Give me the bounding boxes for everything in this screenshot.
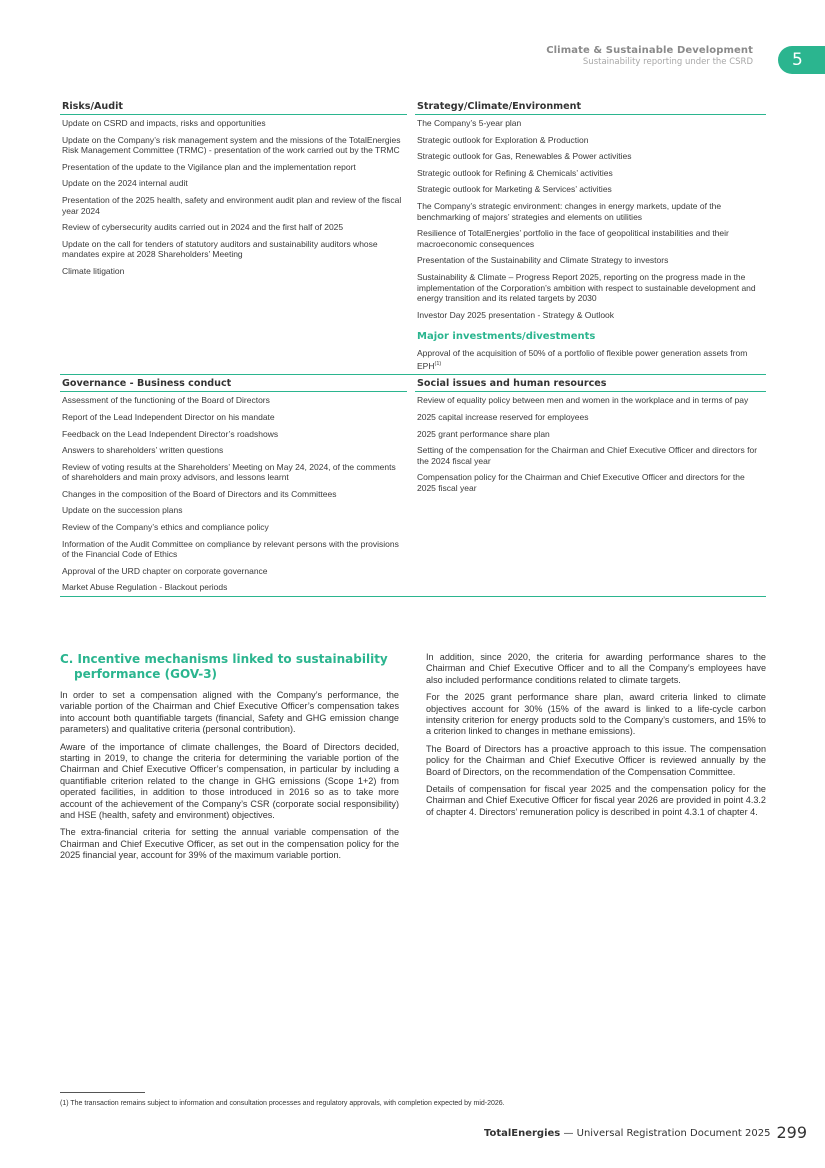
footnote-ref: (1) bbox=[434, 360, 442, 367]
investments-item bbox=[415, 345, 766, 374]
strategy-list bbox=[415, 115, 766, 323]
governance-heading: Governance - Business conduct bbox=[60, 375, 407, 392]
table-section-2 bbox=[60, 374, 766, 597]
table-item: Presentation of the Sustainability and Climate Strategy to investors bbox=[417, 255, 669, 266]
header-title: Climate & Sustainable Development bbox=[546, 45, 753, 56]
table-item: Information of the Audit Committee on compliance by relevant persons with the provisions of the Financial Code of Ethics bbox=[62, 538, 399, 560]
header-subtitle: Sustainability reporting under the CSRD bbox=[582, 57, 753, 67]
table-item: Review of cybersecurity audits carried out in 2024 and the first half of 2025 bbox=[62, 222, 344, 233]
table-section-1 bbox=[60, 98, 766, 374]
table-item: Strategic outlook for Marketing & Services’ activities bbox=[417, 184, 612, 195]
table-item: Investor Day 2025 presentation - Strategy & Outlook bbox=[417, 309, 615, 320]
page-header bbox=[546, 45, 753, 67]
social-heading: Social issues and human resources bbox=[415, 375, 766, 392]
risks-audit-list bbox=[60, 115, 407, 280]
table-item: The Company’s strategic environment: changes in energy markets, update of the benchmarking of majors’ strategies and elements on utilities bbox=[417, 200, 722, 222]
footer-doc: — Universal Registration Document 2025 bbox=[560, 1128, 771, 1139]
table-item: Climate litigation bbox=[62, 265, 125, 276]
table-item: 2025 capital increase reserved for employees bbox=[417, 411, 589, 422]
table-item: Update on the 2024 internal audit bbox=[62, 178, 188, 189]
table-item: Update on the succession plans bbox=[62, 505, 183, 516]
table-item: Strategic outlook for Refining & Chemicals’ activities bbox=[417, 167, 613, 178]
chapter-tab: 5 bbox=[778, 46, 825, 74]
risks-audit-heading: Risks/Audit bbox=[60, 98, 407, 115]
table-item: Presentation of the update to the Vigilance plan and the implementation report bbox=[62, 161, 356, 172]
investments-item-text: Approval of the acquisition of 50% of a portfolio of flexible power generation assets from EPH bbox=[417, 348, 748, 371]
body-right-column bbox=[426, 652, 766, 824]
governance-list bbox=[60, 392, 407, 596]
table-item: Setting of the compensation for the Chairman and Chief Executive Officer and directors for the 2024 fiscal year bbox=[417, 445, 758, 466]
table-item: Strategic outlook for Gas, Renewables & Power activities bbox=[417, 151, 632, 162]
strategy-column bbox=[413, 98, 766, 374]
table-item: Strategic outlook for Exploration & Production bbox=[417, 134, 589, 145]
body-left-column bbox=[60, 652, 399, 868]
footnote-divider bbox=[60, 1092, 145, 1093]
table-item: Update on the Company’s risk management system and the missions of the TotalEnergies Risk Management Committee (TRMC) - presentation of the work carried out by the TRMC bbox=[62, 134, 401, 156]
paragraph: In addition, since 2020, the criteria for awarding performance shares to the Chairman and Chief Executive Officer and to all the Company’s employees have also included performance conditions related to climate targets. bbox=[426, 652, 766, 685]
section-title: C. Incentive mechanisms linked to sustainability performance (GOV-3) bbox=[60, 652, 388, 681]
strategy-heading: Strategy/Climate/Environment bbox=[415, 98, 766, 115]
table-item: Approval of the URD chapter on corporate governance bbox=[62, 565, 268, 576]
paragraph: Aware of the importance of climate challenges, the Board of Directors decided, starting in 2019, to change the criteria for determining the variable portion of the Chairman and Chief Executive Officer’s compensation, in particular by including a quantifiable criterion related to the change in GHG emissions (Scope 1+2) from operated facilities, in addition to those introduced in 2016 so as to take more account of the achievement of the Company’s CSR (corporate social responsibility) and HSE (health, safety and environment) objectives. bbox=[60, 741, 399, 821]
table-item: Feedback on the Lead Independent Director’s roadshows bbox=[62, 428, 279, 439]
paragraph: The Board of Directors has a proactive approach to this issue. The compensation policy for the Chairman and Chief Executive Officer is reviewed annually by the Board of Directors, on the recommendation of the Compensation Committee. bbox=[426, 743, 766, 777]
table-item: Presentation of the 2025 health, safety and environment audit plan and review of the fiscal year 2024 bbox=[62, 194, 402, 216]
table-item: Resilience of TotalEnergies’ portfolio in the face of geopolitical instabilities and their macroeconomic consequences bbox=[417, 228, 729, 249]
social-list bbox=[415, 392, 766, 496]
table-item: The Company’s 5-year plan bbox=[417, 118, 522, 128]
table-item: Market Abuse Regulation - Blackout periods bbox=[62, 582, 228, 593]
table-item: Review of equality policy between men and women in the workplace and in terms of pay bbox=[417, 395, 749, 406]
footnote: (1) The transaction remains subject to information and consultation processes and regulatory approvals, with completion expected by mid-2026. bbox=[60, 1100, 505, 1107]
left-paragraphs bbox=[60, 690, 399, 862]
right-paragraphs bbox=[426, 652, 766, 818]
social-column bbox=[413, 375, 766, 596]
paragraph: In order to set a compensation aligned with the Company’s performance, the variable portion of the Chairman and Chief Executive Officer’s compensation takes into account both quantifiable targets (financial, Safety and GHG emission change parameters) and qualitative criteria (personal contribution). bbox=[60, 690, 399, 735]
table-item: Review of the Company’s ethics and compliance policy bbox=[62, 522, 269, 533]
paragraph: Details of compensation for fiscal year 2025 and the compensation policy for the Chairman and Chief Executive Officer for fiscal year 2026 are provided in point 4.3.2 of chapter 4. Directors’ remuneration policy is described in point 4.3.1 of chapter 4. bbox=[426, 784, 766, 817]
table-item: Report of the Lead Independent Director on his mandate bbox=[62, 411, 275, 422]
table-item: Answers to shareholders’ written questions bbox=[62, 445, 224, 456]
footer-company: TotalEnergies bbox=[483, 1128, 561, 1139]
table-item: Changes in the composition of the Board of Directors and its Committees bbox=[62, 488, 337, 499]
table-item: Sustainability & Climate – Progress Report 2025, reporting on the progress made in the implementation of the Corporation’s ambition with respect to sustainable development and energy transition and its related targets by 2030 bbox=[417, 271, 756, 304]
board-work-table bbox=[60, 98, 766, 597]
risks-audit-column bbox=[60, 98, 413, 374]
page-number: 299 bbox=[776, 1123, 807, 1142]
table-item: Assessment of the functioning of the Board of Directors bbox=[62, 395, 270, 406]
investments-heading: Major investments/divestments bbox=[417, 331, 596, 343]
page-footer bbox=[484, 1123, 807, 1142]
table-item: 2025 grant performance share plan bbox=[417, 428, 550, 439]
paragraph: The extra-financial criteria for setting the annual variable compensation of the Chairman and Chief Executive Officer, as set out in the compensation policy for the 2025 financial year, account for 39% of the maximum variable portion. bbox=[60, 827, 399, 861]
governance-column bbox=[60, 375, 413, 596]
table-item: Review of voting results at the Shareholders’ Meeting on May 24, 2024, of the comments of shareholders and main proxy advisors, and lessons learnt bbox=[62, 461, 396, 483]
table-item: Compensation policy for the Chairman and Chief Executive Officer and directors for the 2025 fiscal year bbox=[417, 472, 745, 493]
table-item: Update on the call for tenders of statutory auditors and sustainability auditors whose mandates expire at 2028 Shareholders’ Meeting bbox=[62, 238, 378, 260]
paragraph: For the 2025 grant performance share plan, award criteria linked to climate objectives account for 30% (15% of the award is linked to a life-cycle carbon intensity criterion for energy products sold to the Company’s customers, and 15% to a criterion linked to changes in methane emissions). bbox=[426, 692, 766, 737]
table-item: Update on CSRD and impacts, risks and opportunities bbox=[62, 118, 266, 128]
